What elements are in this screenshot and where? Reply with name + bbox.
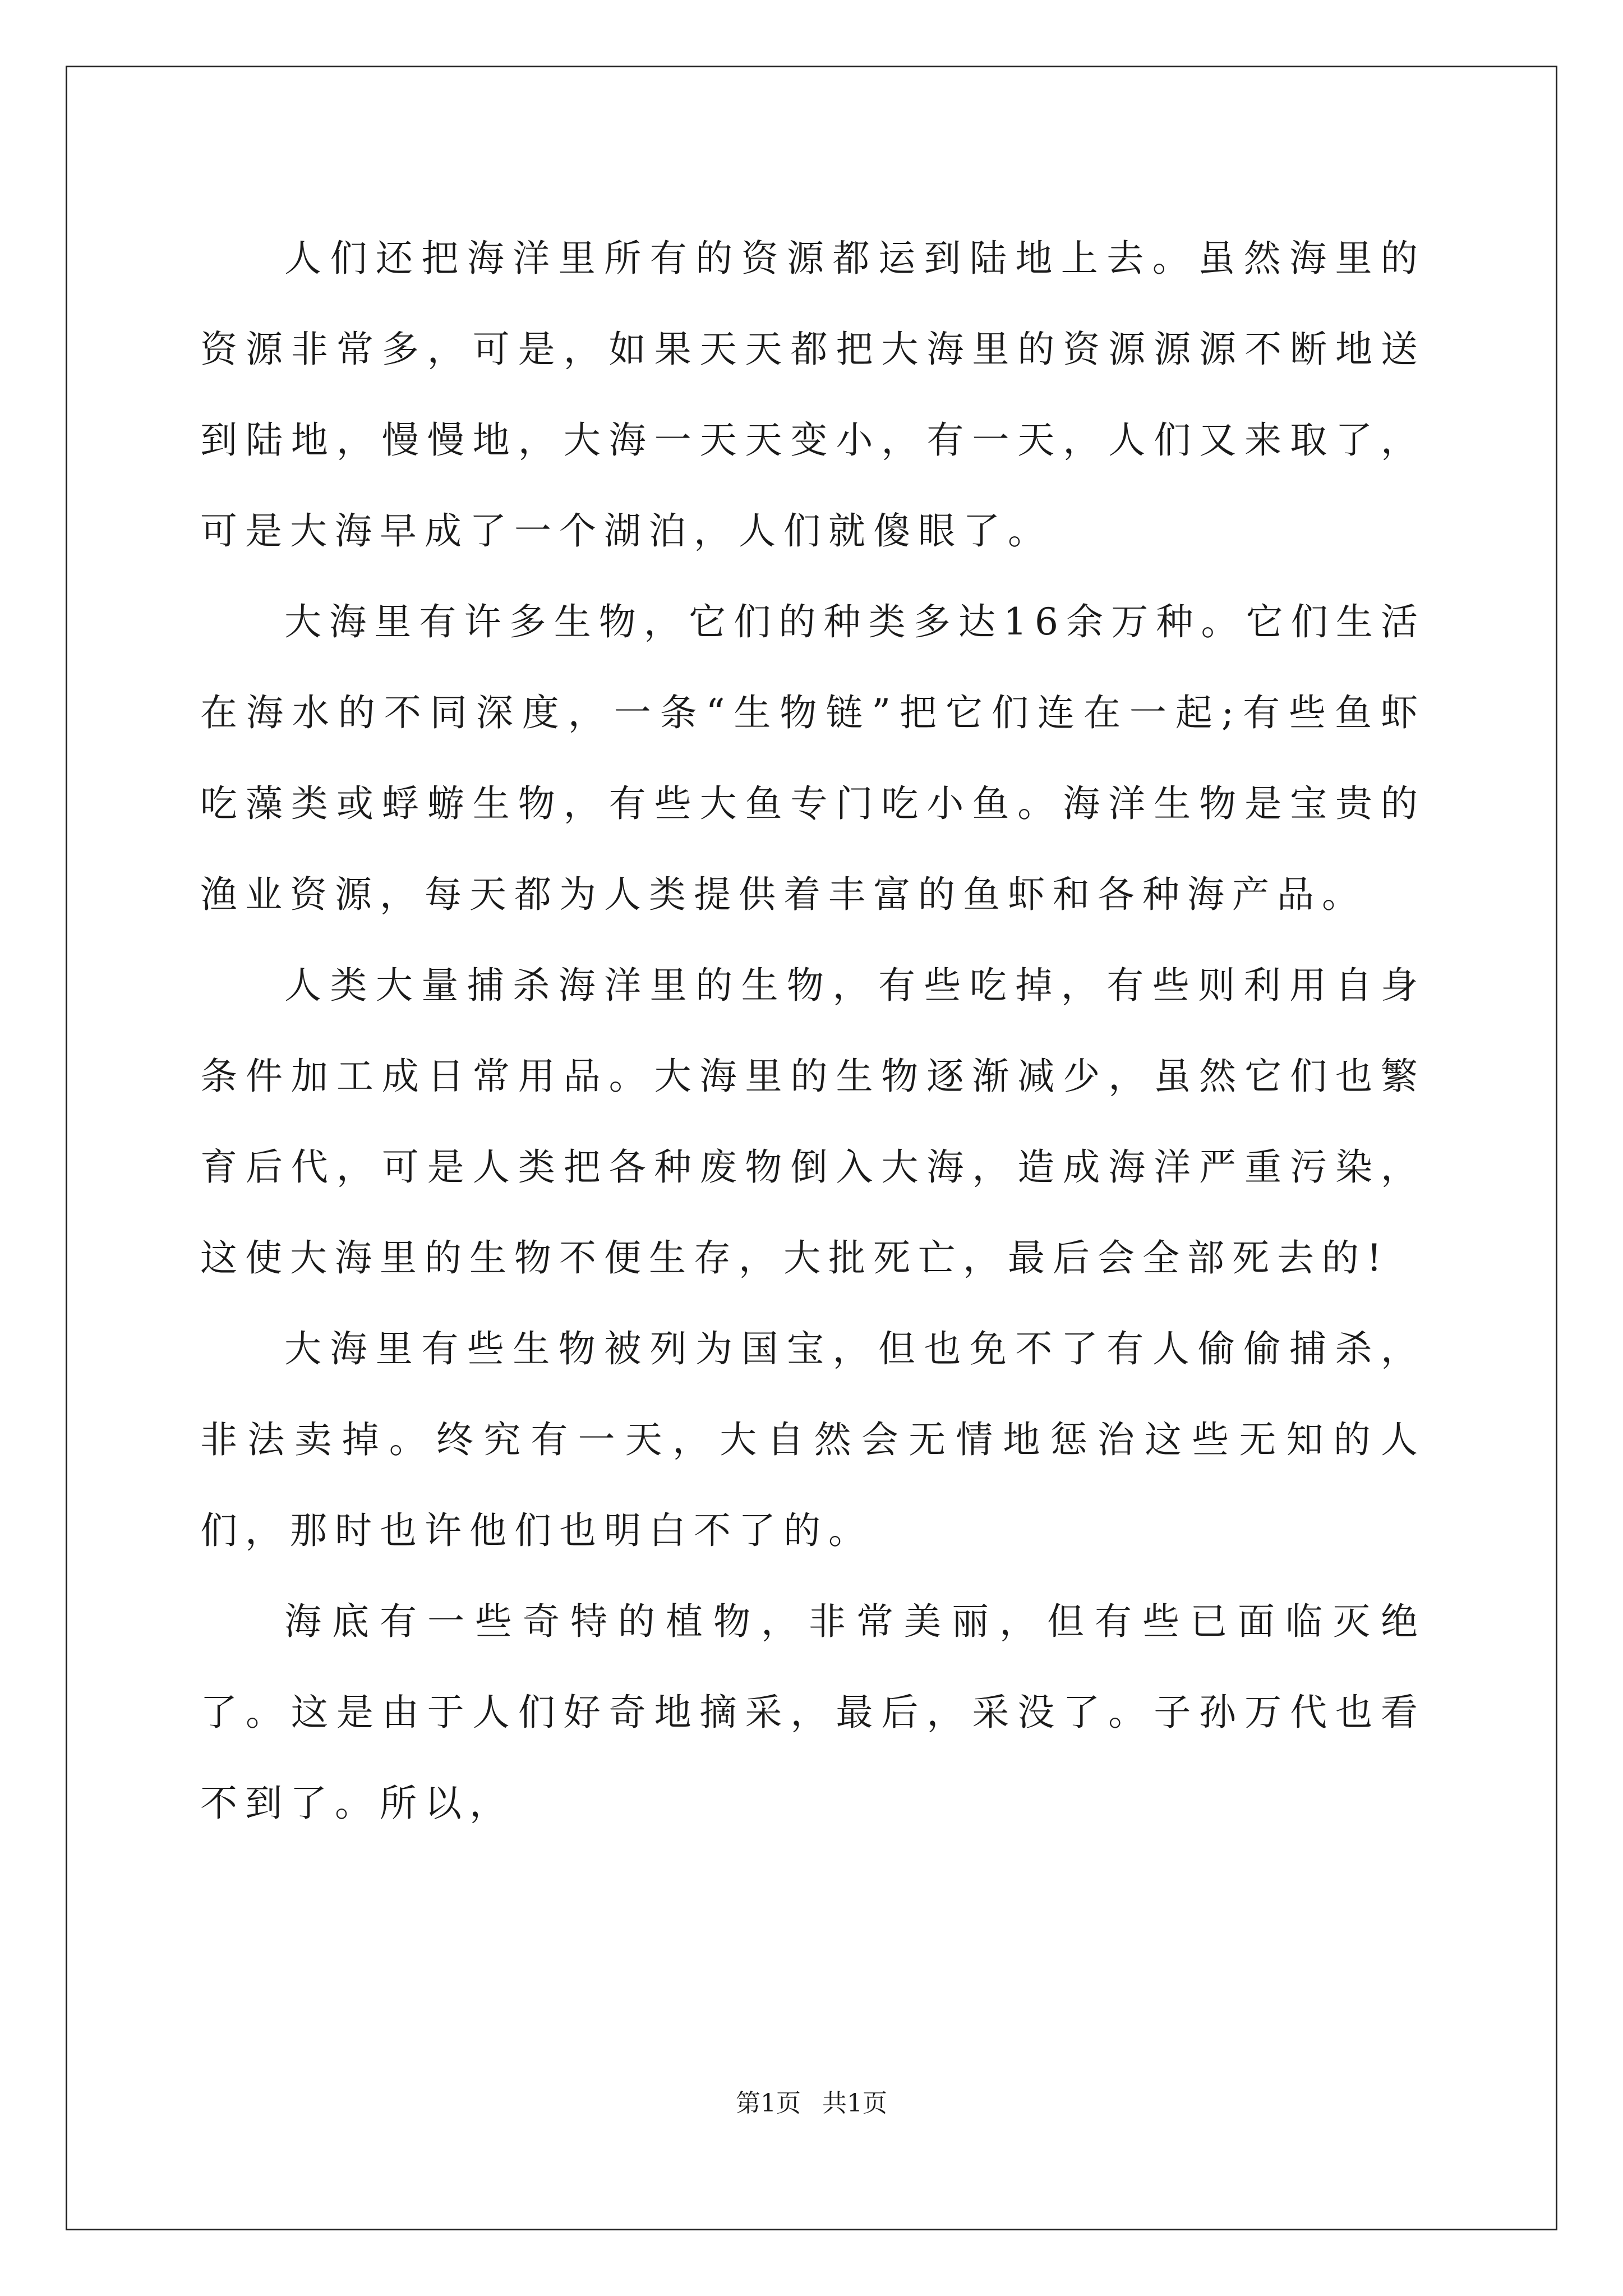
page-number: 第1页 xyxy=(736,2089,801,2118)
paragraph-5: 海底有一些奇特的植物，非常美丽，但有些已面临灭绝了。这是由于人们好奇地摘采，最后，采没了。子孙万代也看不到了。所以， xyxy=(200,1600,1426,1825)
page-footer xyxy=(0,2087,1623,2120)
paragraph-3: 人类大量捕杀海洋里的生物，有些吃掉，有些则利用自身条件加工成日常用品。大海里的生物逐渐减少，虽然它们也繁育后代，可是人类把各种废物倒入大海，造成海洋严重污染，这使大海里的生物不便生存，大批死亡，最后会全部死去的! xyxy=(200,964,1426,1280)
paragraph-2: 大海里有许多生物，它们的种类多达16余万种。它们生活在海水的不同深度，一条“生物链”把它们连在一起;有些鱼虾吃藻类或蜉蝣生物，有些大鱼专门吃小鱼。海洋生物是宝贵的渔业资源，每天都为人类提供着丰富的鱼虾和各种海产品。 xyxy=(200,600,1426,916)
paragraph-1: 人们还把海洋里所有的资源都运到陆地上去。虽然海里的资源非常多，可是，如果天天都把大海里的资源源源不断地送到陆地，慢慢地，大海一天天变小，有一天，人们又来取了，可是大海早成了一个湖泊，人们就傻眼了。 xyxy=(200,237,1426,553)
paragraph-4: 大海里有些生物被列为国宝，但也免不了有人偷偷捕杀，非法卖掉。终究有一天，大自然会无情地惩治这些无知的人们，那时也许他们也明白不了的。 xyxy=(200,1327,1426,1552)
document-body xyxy=(200,213,1426,1849)
total-pages: 共1页 xyxy=(822,2089,887,2118)
